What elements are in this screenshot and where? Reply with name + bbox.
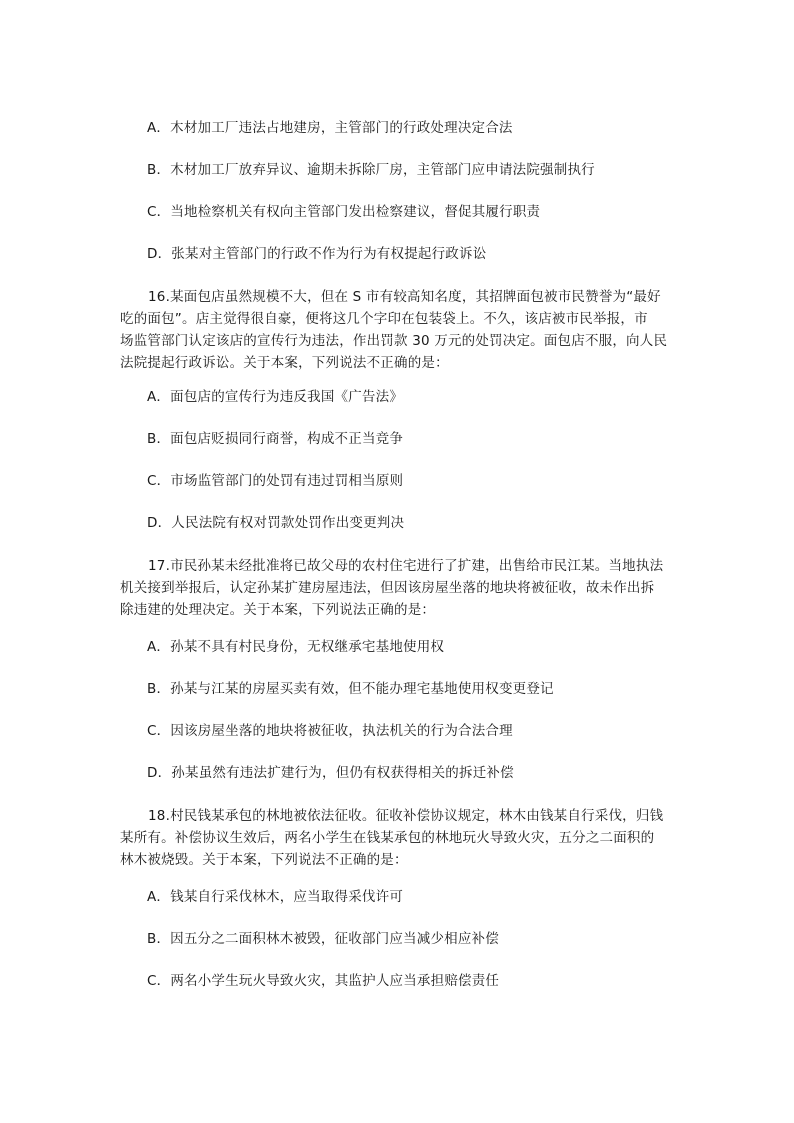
q17-option-a: A．孙某不具有村民身份，无权继承宅基地使用权: [147, 639, 445, 655]
q16-line-4: 法院提起行政诉讼。关于本案，下列说法不正确的是：: [120, 355, 449, 371]
q15-option-a: A．木材加工厂违法占地建房，主管部门的行政处理决定合法: [147, 120, 513, 136]
q16-option-b: B．面包店贬损同行商誉，构成不正当竞争: [147, 431, 404, 447]
q18-option-b: B．因五分之二面积林木被毁，征收部门应当减少相应补偿: [147, 931, 499, 947]
question-16-stem: [120, 286, 680, 374]
q17-line-2: 机关接到举报后，认定孙某扩建房屋违法，但因该房屋坐落的地块将被征收，故未作出拆: [120, 580, 655, 596]
q18-option-a: A．钱某自行采伐林木，应当取得采伐许可: [147, 889, 404, 905]
q16-line-3: 场监管部门认定该店的宣传行为违法，作出罚款 30 万元的处罚决定。面包店不服，向人民: [120, 333, 668, 349]
q18-line-3: 林木被烧毁。关于本案，下列说法不正确的是：: [120, 852, 408, 868]
q15-option-d: D．张某对主管部门的行政不作为行为有权提起行政诉讼: [147, 246, 487, 262]
question-17-stem: [120, 555, 680, 621]
question-18-stem: [120, 805, 680, 871]
q18-option-c: C．两名小学生玩火导致火灾，其监护人应当承担赔偿责任: [147, 973, 500, 989]
q18-line-2: 某所有。补偿协议生效后，两名小学生在钱某承包的林地玩火导致火灾，五分之二面积的: [120, 830, 655, 846]
q17-option-c: C．因该房屋坐落的地块将被征收，执法机关的行为合法合理: [147, 723, 513, 739]
q17-option-b: B．孙某与江某的房屋买卖有效，但不能办理宅基地使用权变更登记: [147, 681, 554, 697]
q16-option-a: A．面包店的宣传行为违反我国《广告法》: [147, 389, 404, 405]
q16-line-1: 16.某面包店虽然规模不大，但在 S 市有较高知名度，其招牌面包被市民赞誉为“最好: [148, 289, 661, 305]
q16-option-c: C．市场监管部门的处罚有违过罚相当原则: [147, 473, 404, 489]
q16-option-d: D．人民法院有权对罚款处罚作出变更判决: [147, 515, 405, 531]
q17-line-3: 除违建的处理决定。关于本案，下列说法正确的是：: [120, 602, 436, 618]
q17-line-1: 17.市民孙某未经批准将已故父母的农村住宅进行了扩建，出售给市民江某。当地执法: [148, 558, 664, 574]
q15-option-b: B．木材加工厂放弃异议、逾期未拆除厂房，主管部门应申请法院强制执行: [147, 162, 595, 178]
q17-option-d: D．孙某虽然有违法扩建行为，但仍有权获得相关的拆迁补偿: [147, 765, 514, 781]
q15-option-c: C．当地检察机关有权向主管部门发出检察建议，督促其履行职责: [147, 204, 541, 220]
q16-line-2: 吃的面包”。店主觉得很自豪，便将这几个字印在包装袋上。不久，该店被市民举报，市: [120, 311, 648, 327]
q18-line-1: 18.村民钱某承包的林地被依法征收。征收补偿协议规定，林木由钱某自行采伐，归钱: [148, 808, 664, 824]
